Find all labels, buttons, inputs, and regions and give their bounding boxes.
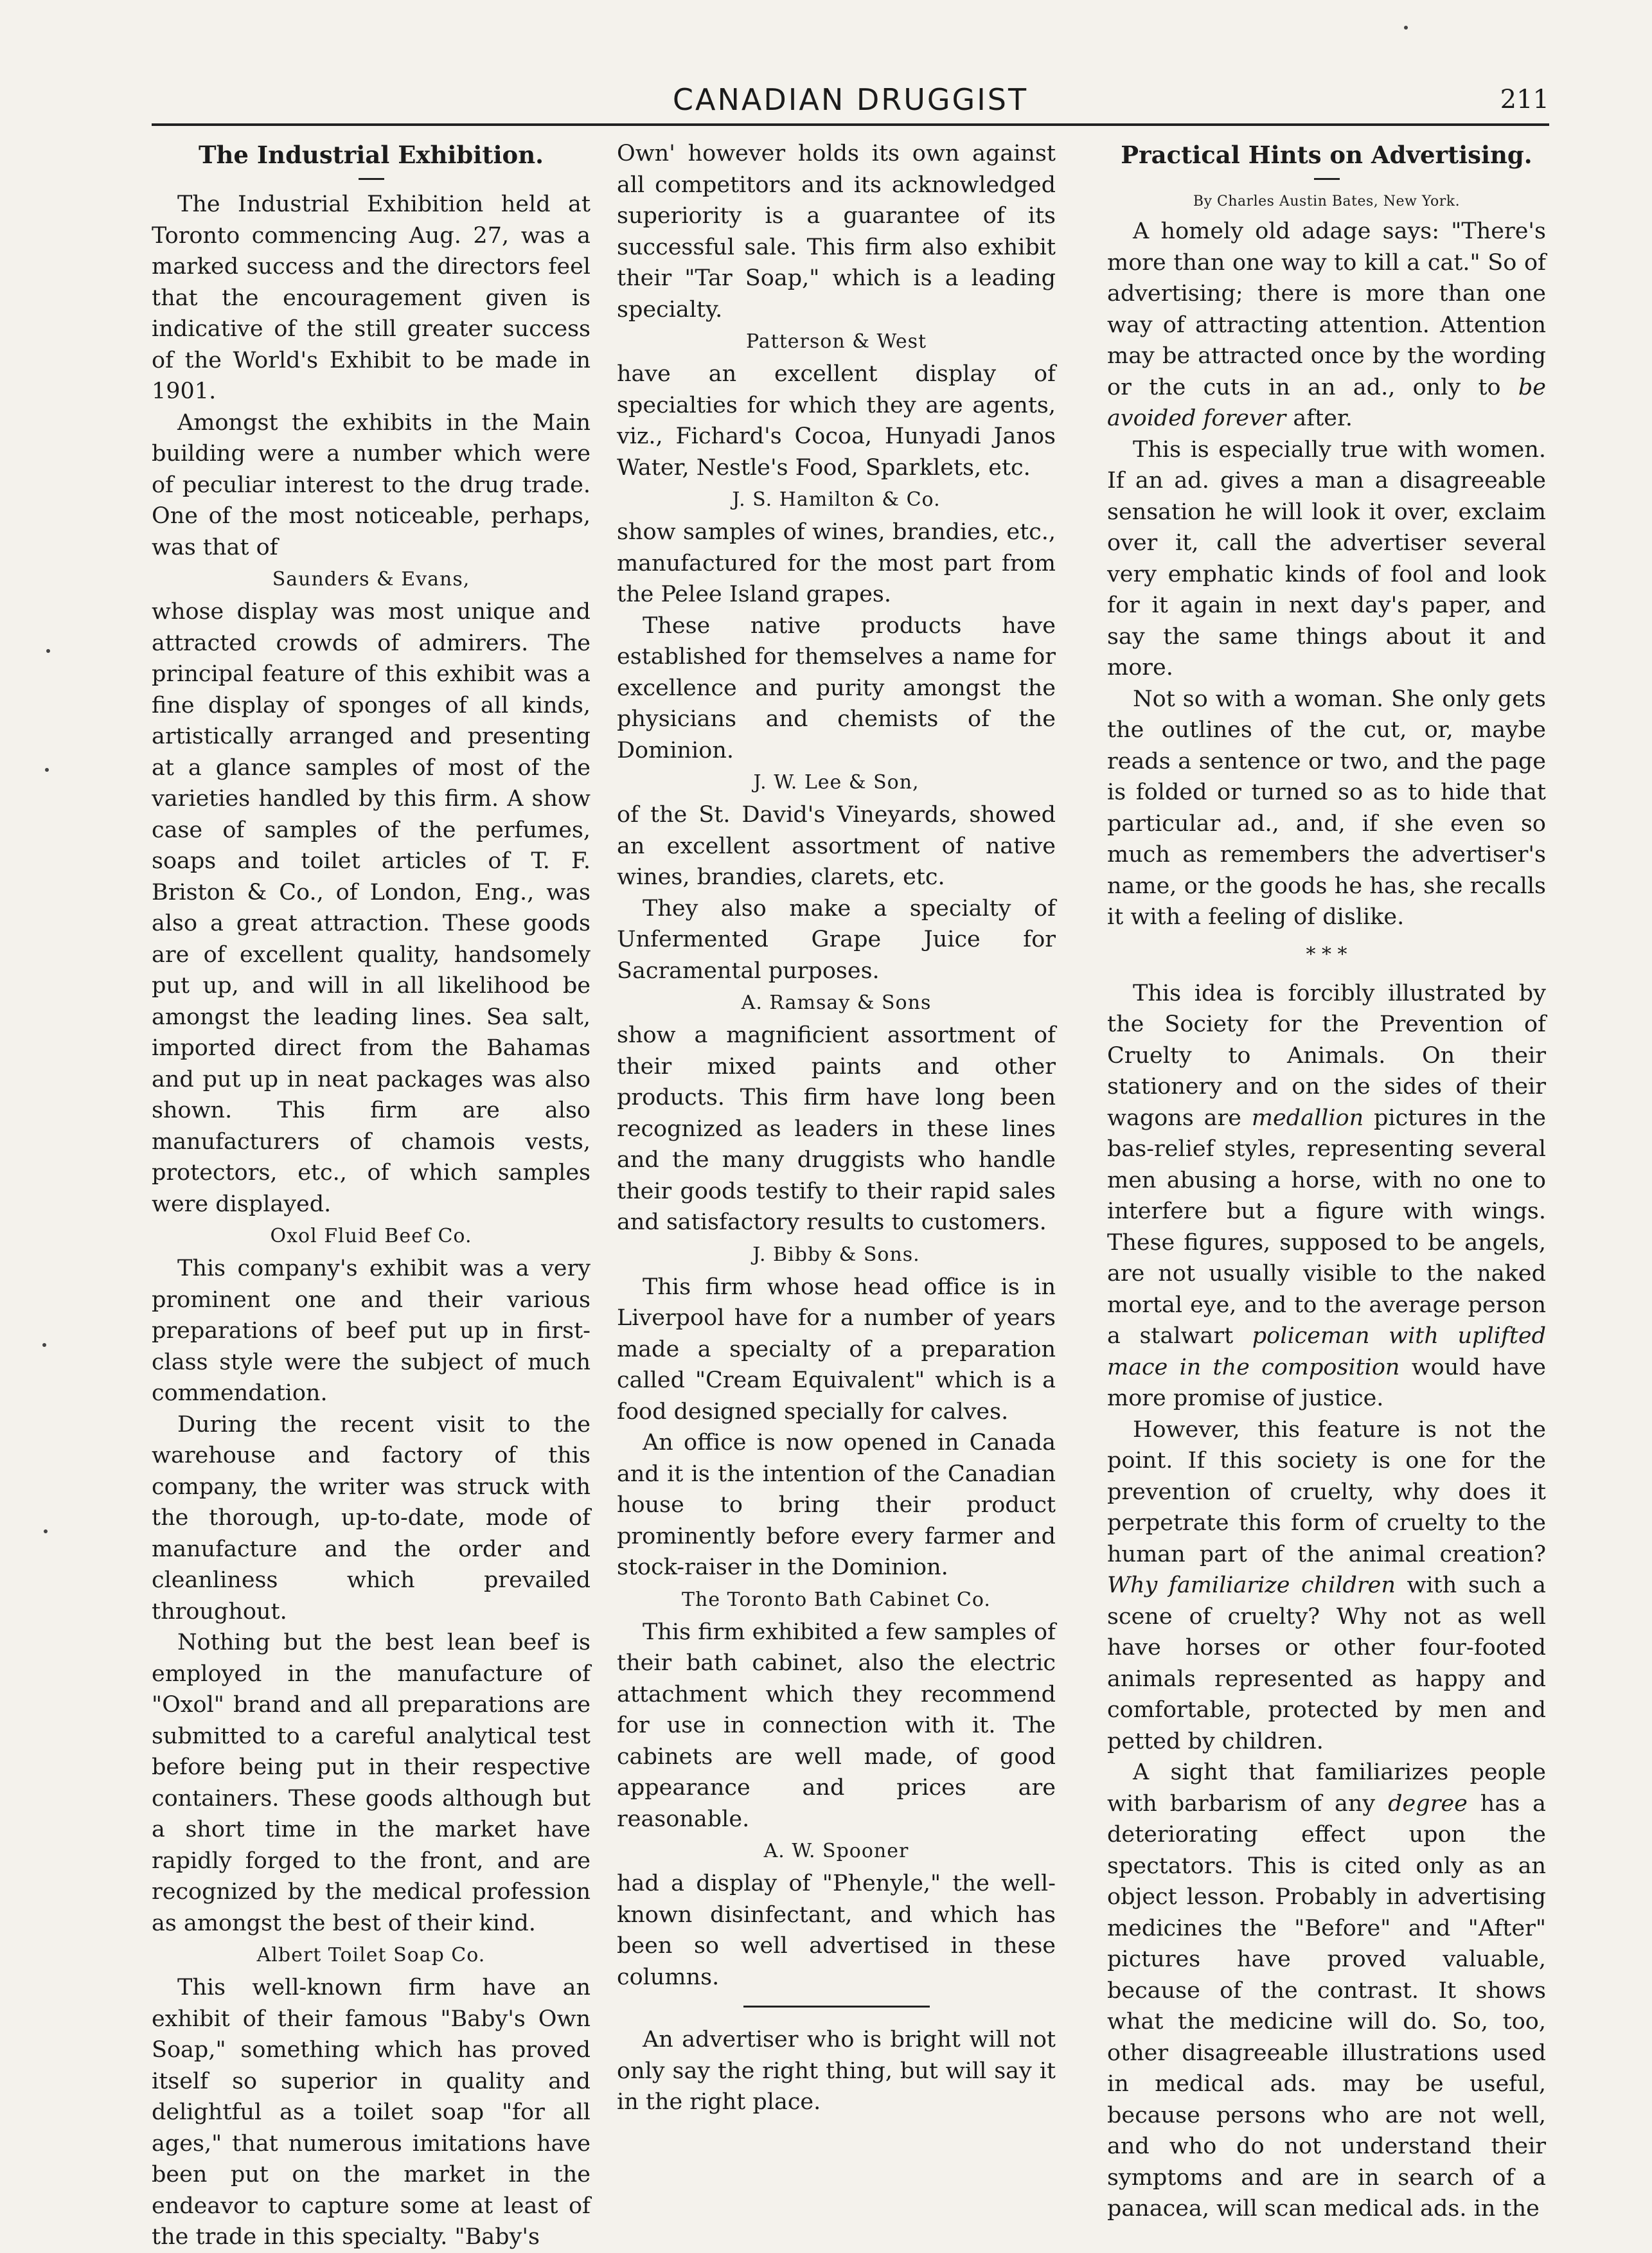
paragraph: These native products have established for themselves a name for excellence and purity amongst the physicians and chemists of the Dominion.	[617, 612, 1056, 763]
paragraph: A sight that familiarizes people with barbarism of any degree has a deteriorating effect upon the spectators. This is cited only as an object lesson. Probably in advertising medicines the "Before" and "After" pictures have proved valuable, because of the contrast. It shows what the medicine will do. So, too, other disagreeable illustrations used in medical ads. may be useful, because persons who are not well, and who do not understand their symptoms and are in search of a panacea, will scan medical ads. in the	[1107, 1759, 1546, 2222]
scan-speck	[46, 649, 50, 653]
scan-speck	[42, 1343, 46, 1347]
article-title-advertising-hints: Practical Hints on Advertising.	[1121, 141, 1532, 169]
title-dash	[359, 178, 384, 180]
paragraph: This idea is forcibly illustrated by the Society for the Prevention of Cruelty to Animals. On their stationery and on the sides of their wagons are medallion pictures in the bas-relief styles, representing several men abusing a horse, with no one to interfere but a figure with wings. These figures, supposed to be angels, are not usually visible to the naked mortal eye, and to the average person a stalwart policeman with uplifted mace in the composition would have more promise of justice.	[1107, 980, 1546, 1411]
paragraph: whose display was most unique and attracted crowds of admirers. The principal feature of this exhibit was a fine display of sponges of all kinds, artistically arranged and presenting at a glance samples of most of the varieties handled by this firm. A show case of samples of the perfumes, soaps and toilet articles of T. F. Briston & Co., of London, Eng., was also a great attraction. These goods are of excellent quality, handsomely put up, and will in all likelihood be amongst the leading lines. Sea salt, imported direct from the Bahamas and put up in neat packages was also shown. This firm are also manufacturers of chamois vests, protectors, etc., of which samples were displayed.	[152, 599, 591, 1217]
paragraph: Own' however holds its own against all competitors and its acknowledged superiority is a guarantee of its successful sale. This firm also exhibit their "Tar Soap," which is a leading specialty.	[617, 141, 1056, 323]
title-dash	[1314, 178, 1340, 180]
scan-speck	[45, 768, 49, 772]
exhibitor-heading-ramsay: A. Ramsay & Sons	[741, 992, 932, 1014]
article-title-industrial-exhibition: The Industrial Exhibition.	[199, 141, 544, 169]
paragraph: This is especially true with women. If an ad. gives a man a disagreeable sensation he will look it over, exclaim over it, call the advertiser several very emphatic kinds of fool and look for it again in next day's paper, and say the same things about it and more.	[1107, 436, 1546, 681]
paragraph: This firm whose head office is in Liverpool have for a number of years made a specialty of a preparation called "Cream Equivalent" which is a food designed specially for calves.	[617, 1274, 1056, 1425]
paragraph: Amongst the exhibits in the Main building were a number which were of peculiar interest to the drug trade. One of the most noticeable, perhaps, was that of	[152, 409, 591, 560]
paragraph: An office is now opened in Canada and it is the intention of the Canadian house to bring their product prominently before every farmer and stock-raiser in the Dominion.	[617, 1430, 1056, 1580]
masthead	[152, 77, 1549, 122]
exhibitor-heading-hamilton: J. S. Hamilton & Co.	[732, 488, 941, 511]
exhibitor-heading-albert-toilet-soap: Albert Toilet Soap Co.	[256, 1944, 486, 1966]
paragraph: A homely old adage says: "There's more than one way to kill a cat." So of advertising; there is more than one way of attracting attention. Attention may be attracted once by the wording or the cuts in an ad., only to be avoided forever after.	[1107, 218, 1546, 431]
paragraph: This well-known firm have an exhibit of their famous "Baby's Own Soap," something which has proved itself so superior in quality and delightful as a toilet soap "for all ages," that numerous imitations have been put on the market in the endeavor to capture some at least of the trade in this specialty. "Baby's	[152, 1975, 591, 2250]
exhibitor-heading-saunders-evans: Saunders & Evans,	[272, 568, 470, 591]
paragraph: An advertiser who is bright will not only say the right thing, but will say it in the right place.	[617, 2027, 1056, 2115]
column-3	[1107, 138, 1546, 2225]
paragraph: The Industrial Exhibition held at Toronto commencing Aug. 27, was a marked success and the directors feel that the encouragement given is indicative of the still greater success of the World's Exhibit to be made in 1901.	[152, 191, 591, 404]
exhibitor-heading-patterson-west: Patterson & West	[745, 330, 927, 353]
paragraph: have an excellent display of specialties for which they are agents, viz., Fichard's Cocoa, Hunyadi Janos Water, Nestle's Food, Sparklets, etc.	[617, 361, 1056, 481]
paragraph: However, this feature is not the point. If this society is one for the prevention of cruelty, why does it perpetrate this form of cruelty to the human part of the animal creation? Why familiarize children with such a scene of cruelty? Why not as well have horses or other four-footed animals represented as happy and comfortable, protected by men and petted by children.	[1107, 1416, 1546, 1754]
exhibitor-heading-bibby: J. Bibby & Sons.	[752, 1243, 920, 1266]
paragraph: show samples of wines, brandies, etc., manufactured for the most part from the Pelee Island grapes.	[617, 519, 1056, 607]
paragraph: This firm exhibited a few samples of their bath cabinet, also the electric attachment which they recommend for use in connection with it. The cabinets are well made, of good appearance and prices are reasonable.	[617, 1619, 1056, 1832]
paragraph: This company's exhibit was a very prominent one and their various preparations of beef put up in first-class style were the subject of much commendation.	[152, 1256, 591, 1406]
paragraph: of the St. David's Vineyards, showed an excellent assortment of native wines, brandies, clarets, etc.	[617, 802, 1056, 890]
paragraph: show a magnificient assortment of their mixed paints and other products. This firm have long been recognized as leaders in these lines and the many druggists who handle their goods testify to their rapid sales and satisfactory results to customers.	[617, 1022, 1056, 1235]
paragraph: Nothing but the best lean beef is employed in the manufacture of "Oxol" brand and all preparations are submitted to a careful analytical test before being put in their respective containers. These goods although but a short time in the market have rapidly forged to the front, and are recognized by the medical profession as amongst the best of their kind.	[152, 1630, 591, 1936]
section-break-stars: * * *	[1306, 943, 1347, 966]
paragraph: had a display of "Phenyle," the well-known disinfectant, and which has been so well advertised in these columns.	[617, 1871, 1056, 1990]
scan-speck	[1404, 26, 1408, 30]
exhibitor-heading-toronto-bath-cabinet: The Toronto Bath Cabinet Co.	[682, 1588, 991, 1611]
author-byline: By Charles Austin Bates, New York.	[1193, 193, 1461, 209]
paragraph: Not so with a woman. She only gets the outlines of the cut, or, maybe reads a sentence or two, and the page is folded or turned so as to hide that particular ad., and, if she even so much as remembers the advertiser's name, or the goods he has, she recalls it with a feeling of dislike.	[1107, 686, 1546, 930]
exhibitor-heading-lee-son: J. W. Lee & Son,	[753, 771, 919, 794]
exhibitor-heading-spooner: A. W. Spooner	[763, 1840, 909, 1862]
journal-title: CANADIAN DRUGGIST	[672, 82, 1029, 117]
scan-speck	[44, 1529, 48, 1533]
header-rule	[152, 123, 1549, 126]
paragraph: During the recent visit to the warehouse and factory of this company, the writer was struck with the thorough, up-to-date, mode of manufacture and the order and cleanliness which prevailed throughout.	[152, 1411, 591, 1625]
exhibitor-heading-oxol: Oxol Fluid Beef Co.	[270, 1225, 472, 1247]
paragraph: They also make a specialty of Unfermented Grape Juice for Sacramental purposes.	[617, 895, 1056, 984]
section-divider	[743, 2006, 930, 2008]
column-1	[152, 138, 591, 2253]
page-number: 211	[1500, 85, 1549, 114]
column-2	[617, 138, 1056, 2118]
